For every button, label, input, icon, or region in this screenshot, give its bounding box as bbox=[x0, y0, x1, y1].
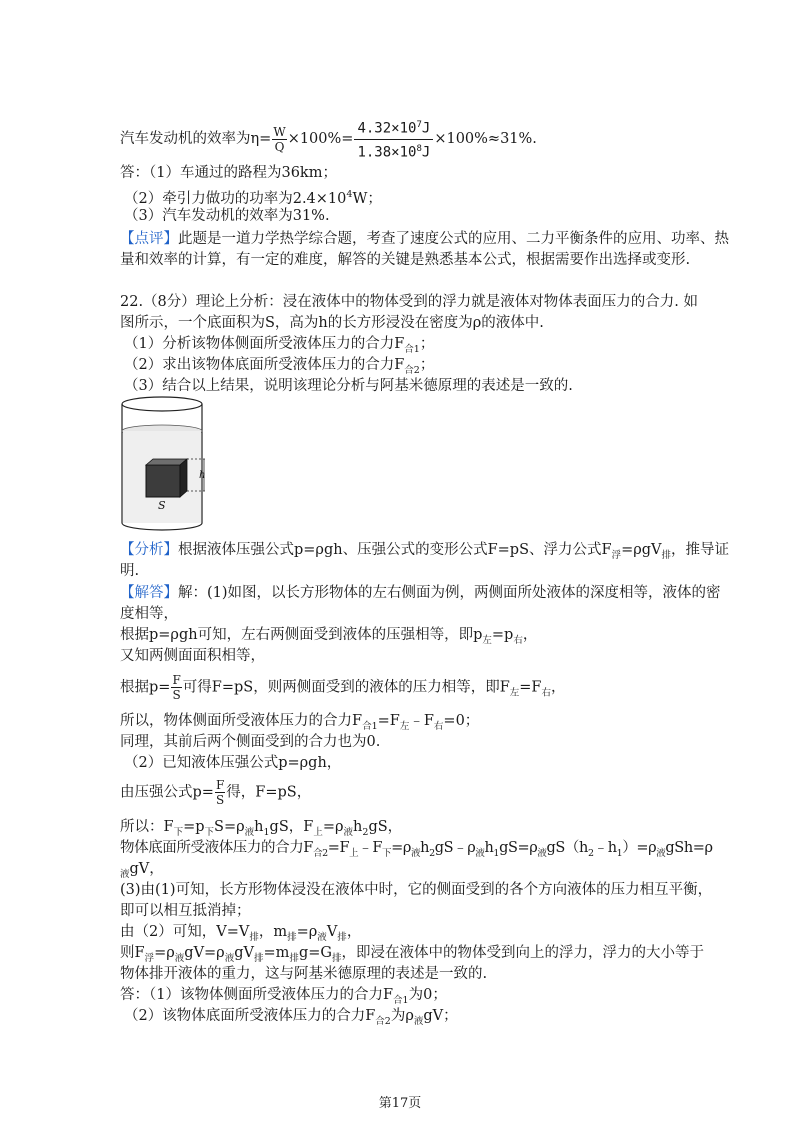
q22-part-1: （1）分析该物体侧面所受液体压力的合力$F_{合1}$； bbox=[124, 336, 435, 355]
analysis-tag: 【分析】 bbox=[120, 542, 178, 558]
solution-line-12: $_液$gV， bbox=[120, 861, 164, 880]
q22-line-2: 图所示，一个底面积为S，高为h的长方形浸没在密度为ρ的液体中. bbox=[120, 315, 544, 331]
solution-line-14: 即可以相互抵消掉； bbox=[120, 903, 251, 919]
beaker-bottom bbox=[122, 523, 202, 530]
solution-line-17: 物体排开液体的重力，这与阿基米德原理的表述是一致的. bbox=[120, 966, 488, 982]
q22-part-2: （2）求出该物体底面所受液体压力的合力$F_{合2}$； bbox=[124, 357, 435, 376]
solution-line-7: 同理，其前后两个侧面受到的合力也为0. bbox=[120, 734, 381, 750]
solution-tag: 【解答】 bbox=[120, 585, 178, 601]
analysis-line-2: 明. bbox=[120, 563, 140, 579]
analysis-line-1: 【分析】根据液体压强公式p=ρgh、压强公式的变形公式F=pS、浮力公式$F_浮=\rho gV_排$，推导证 bbox=[120, 542, 730, 561]
solution-line-18: 答：（1）该物体侧面所受液体压力的合力$F_{合1}$为0； bbox=[120, 987, 447, 1006]
solution-line-3: 根据p=ρgh可知，左右两侧面受到液体的压强相等，即$p_左=p_右$， bbox=[120, 627, 538, 646]
solution-line-13: (3)由(1)可知，长方形物体浸没在液体中时，它的侧面受到的各个方向液体的压力相互平衡， bbox=[120, 882, 713, 898]
block-side-face bbox=[180, 459, 187, 497]
solution-line-10: 所以：$F_下=p_下S=\rho_液h_1gS$，$F_上=\rho_液h_2gS$， bbox=[120, 819, 403, 838]
solution-line-1: 【解答】解：(1)如图，以长方形物体的左右侧面为例，两侧面所处液体的深度相等，液体的密 bbox=[120, 585, 721, 601]
fraction-w-over-q: $\frac{W}{Q}$ bbox=[273, 124, 286, 154]
beaker-rim bbox=[122, 397, 202, 411]
solution-line-2: 度相等， bbox=[120, 606, 178, 622]
solution-line-15: 由（2）可知，$V=V_排$，$m_排=\rho_液V_排$， bbox=[120, 924, 362, 943]
comment-tag: 【点评】 bbox=[120, 231, 178, 247]
solution-line-9: 由压强公式p= $\frac{F}{S}$ 得，F=pS， bbox=[120, 778, 312, 807]
solution-line-16: 则$F_浮=\rho_液gV=\rho_液gV_排=m_排g=G_排$，即浸在液体中的物体受到向上的浮力，浮力的大小等于 bbox=[120, 945, 704, 964]
efficiency-text: 汽车发动机的效率为η= bbox=[120, 131, 272, 148]
beaker-figure bbox=[118, 395, 218, 535]
submerged-block bbox=[146, 465, 180, 497]
comment-line-1: 【点评】此题是一道力学热学综合题，考查了速度公式的应用、二力平衡条件的应用、功率、热 bbox=[120, 231, 729, 247]
page-number: 第17页 bbox=[378, 1096, 422, 1111]
solution-line-8: （2）已知液体压强公式p=ρgh， bbox=[124, 755, 342, 771]
solution-line-4: 又知两侧面面积相等， bbox=[120, 648, 265, 664]
answer-line-2: （2）牵引力做功的功率为$2.4\times 10^4W$； bbox=[124, 189, 382, 207]
answer-line-1: 答：（1）车通过的路程为36km； bbox=[120, 165, 337, 181]
efficiency-formula: 汽车发动机的效率为η= $\frac{W}{Q}$ ×100%= $\frac{4.32\times 10^7J}{1.38\times 10^8J}$ ×100%≈31%. bbox=[120, 116, 537, 162]
answer-line-3: （3）汽车发动机的效率为31%. bbox=[124, 208, 330, 224]
q22-part-3: （3）结合以上结果，说明该理论分析与阿基米德原理的表述是一致的. bbox=[124, 378, 573, 394]
solution-line-19: （2）该物体底面所受液体压力的合力$F_{合2}$为$\rho_液gV$； bbox=[124, 1008, 458, 1027]
comment-line-2: 量和效率的计算，有一定的难度，解答的关键是熟悉基本公式，根据需要作出选择或变形. bbox=[120, 252, 691, 268]
solution-line-11: 物体底面所受液体压力的合力$F_{合2}=F_上﹣F_下=\rho_液h_2gS﹣\rho_液h_1gS=\rho_液gS(h_2﹣h_1)=\rho_液gSh=\rho$ bbox=[120, 840, 713, 859]
area-label: S bbox=[158, 499, 166, 512]
fraction-f-over-s-2: $\frac{F}{S}$ bbox=[215, 778, 225, 807]
height-label: h bbox=[199, 470, 206, 481]
fraction-f-over-s: $\frac{F}{S}$ bbox=[172, 673, 181, 702]
q22-line-1: 22.（8分）理论上分析：浸在液体中的物体受到的浮力就是液体对物体表面压力的合力. 如 bbox=[120, 294, 698, 310]
solution-line-6: 所以，物体侧面所受液体压力的合力$F_{合1}=F_左﹣F_右=0$； bbox=[120, 713, 480, 732]
solution-line-5: 根据p= $\frac{F}{S}$ 可得F=pS，则两侧面受到的液体的压力相等，即$F_左=F_右$， bbox=[120, 673, 566, 702]
fraction-work-over-heat: $\frac{4.32\times 10^7J}{1.38\times 10^8J}$ bbox=[354, 116, 433, 162]
